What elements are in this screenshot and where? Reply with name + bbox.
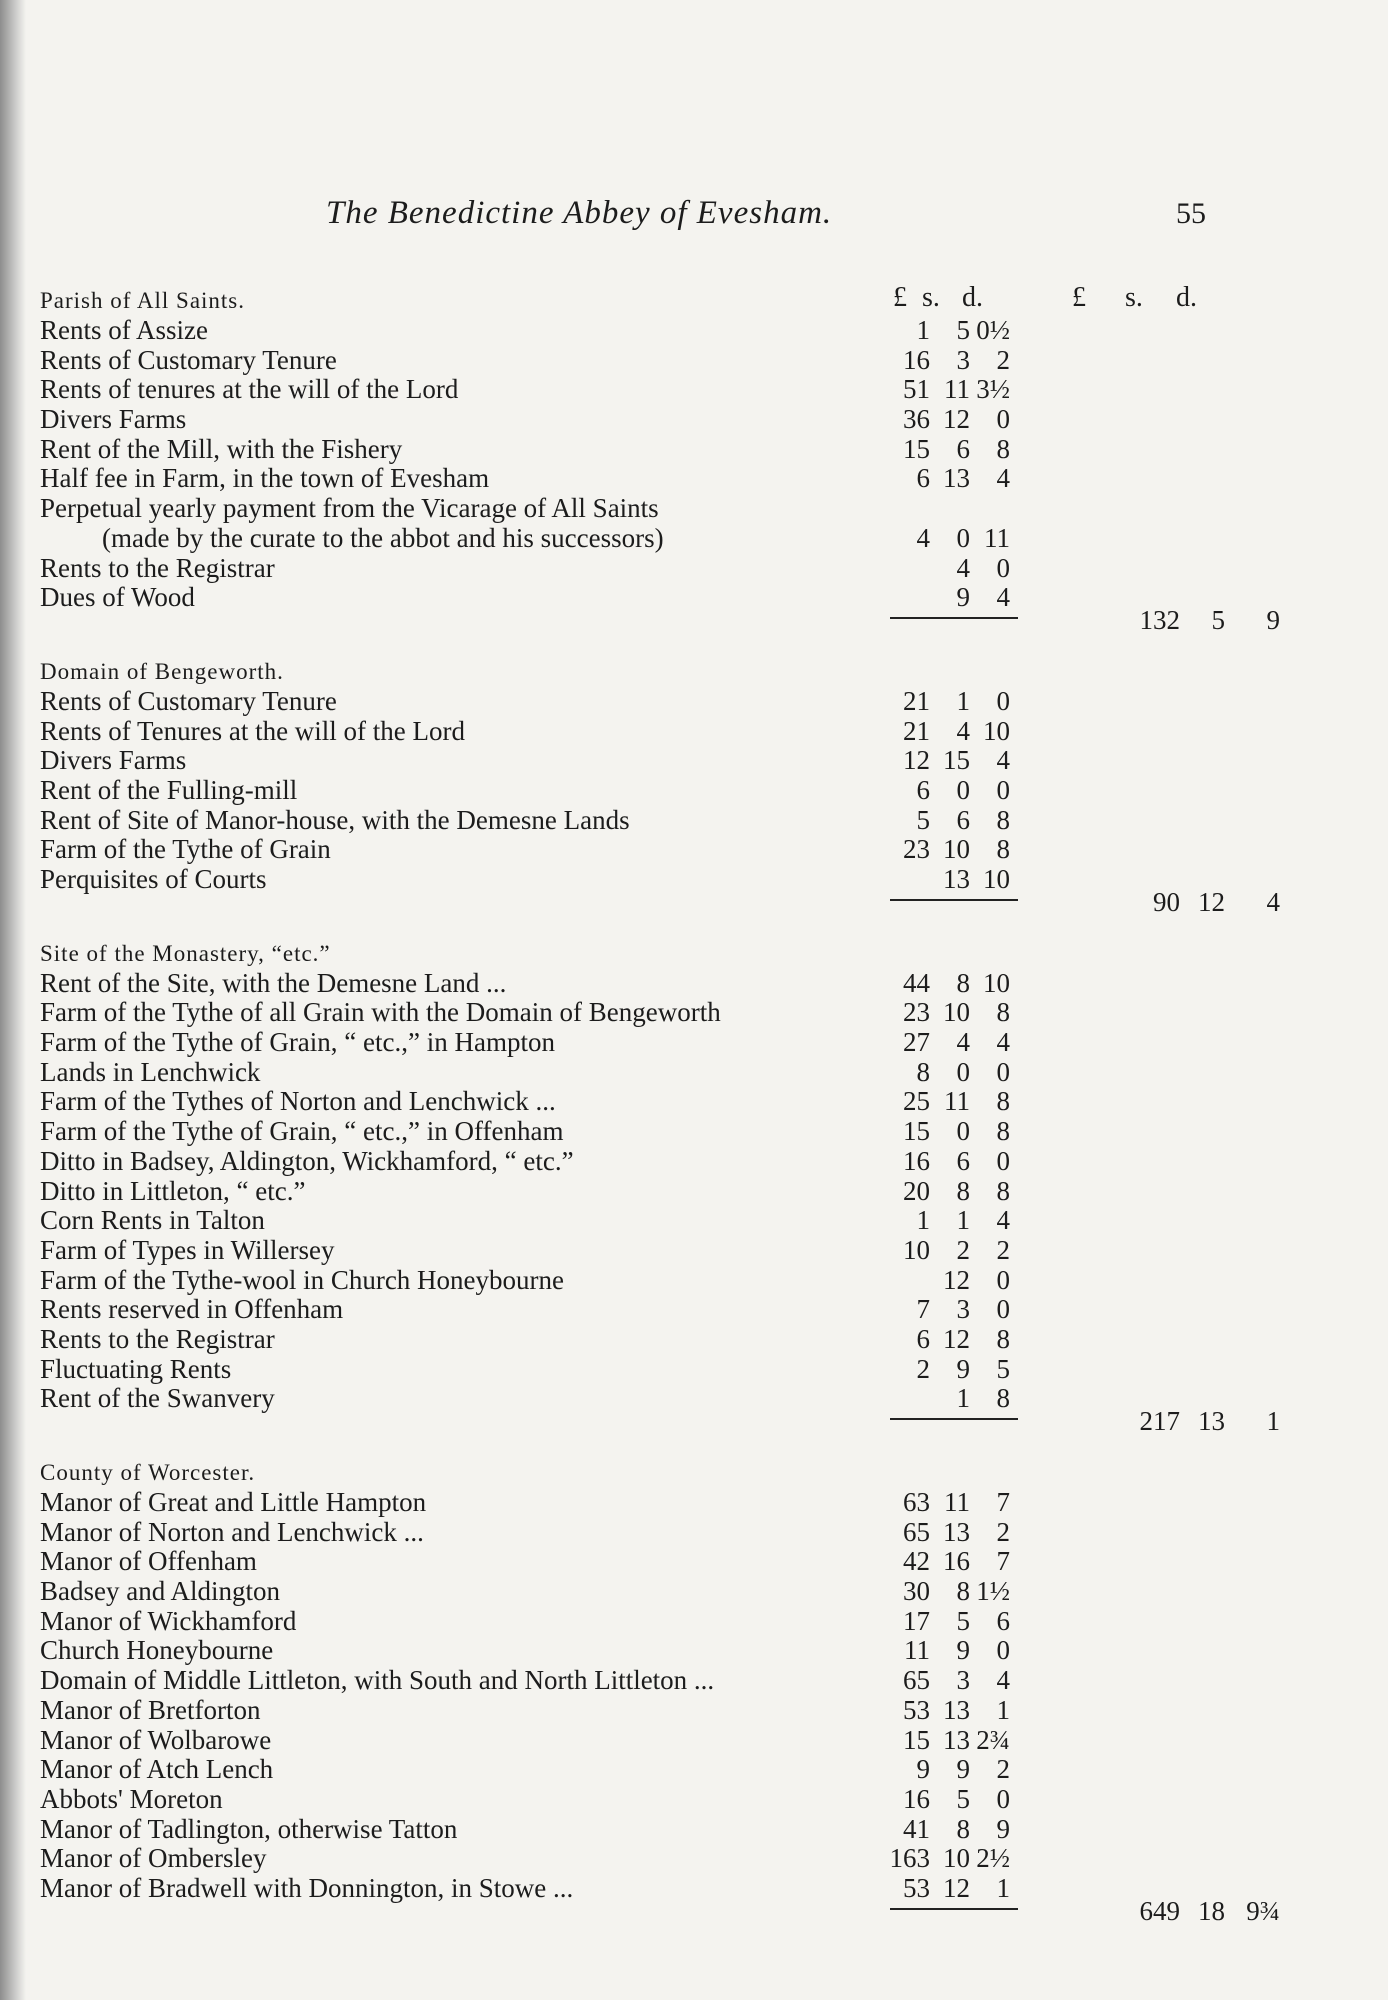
amount-pounds: 65 bbox=[903, 1665, 930, 1696]
amount-pence: 2½ bbox=[976, 1843, 1010, 1874]
account-row bbox=[40, 835, 1340, 865]
account-row bbox=[40, 1266, 1340, 1296]
col-head-total-pound: £ bbox=[1072, 282, 1086, 313]
account-row bbox=[40, 1206, 1340, 1236]
amount-pence: 2 bbox=[996, 1754, 1010, 1785]
amount-pounds: 12 bbox=[903, 745, 930, 776]
amount-shillings: 12 bbox=[943, 1264, 970, 1295]
amount-shillings: 2 bbox=[956, 1234, 970, 1265]
amount-pence: 0 bbox=[996, 1635, 1010, 1666]
amount-pounds: 6 bbox=[916, 774, 930, 805]
row-label: Divers Farms bbox=[40, 404, 187, 435]
row-label: Half fee in Farm, in the town of Evesham bbox=[40, 463, 490, 494]
amount-shillings: 13 bbox=[943, 1694, 970, 1725]
amount-pence: 8 bbox=[996, 1383, 1010, 1414]
account-row bbox=[40, 405, 1340, 435]
account-row bbox=[40, 1028, 1340, 1058]
account-row bbox=[40, 316, 1340, 346]
account-row bbox=[40, 1087, 1340, 1117]
row-label: Rent of the Mill, with the Fishery bbox=[40, 433, 403, 464]
row-label: Farm of the Tythes of Norton and Lenchwick ... bbox=[40, 1086, 556, 1117]
account-row bbox=[40, 1666, 1340, 1696]
amount-pounds: 53 bbox=[903, 1694, 930, 1725]
section-total bbox=[40, 604, 1340, 635]
row-label: Manor of Atch Lench bbox=[40, 1754, 274, 1785]
amount-shillings: 1 bbox=[956, 1205, 970, 1236]
row-label: Farm of the Tythe of Grain, “ etc.,” in Hampton bbox=[40, 1027, 555, 1058]
row-label: Rents of tenures at the will of the Lord bbox=[40, 374, 459, 405]
amount-shillings: 12 bbox=[943, 404, 970, 435]
book-gutter-shadow bbox=[0, 0, 26, 2000]
account-row bbox=[40, 1488, 1340, 1518]
row-label: Fluctuating Rents bbox=[40, 1353, 232, 1384]
amount-pounds: 5 bbox=[916, 804, 930, 835]
amount-pounds: 30 bbox=[903, 1576, 930, 1607]
row-label: Rent of the Site, with the Demesne Land ... bbox=[40, 967, 507, 998]
amount-pence: 0½ bbox=[976, 315, 1010, 345]
account-row bbox=[40, 746, 1340, 776]
amount-shillings: 8 bbox=[956, 1813, 970, 1844]
amount-shillings: 15 bbox=[943, 745, 970, 776]
col-head-pence: d. bbox=[962, 282, 983, 313]
subtotal-rule bbox=[890, 899, 1018, 901]
amount-pounds: 1 bbox=[916, 1205, 930, 1236]
amount-pounds: 23 bbox=[903, 834, 930, 865]
amount-pence: 1½ bbox=[976, 1576, 1010, 1607]
row-label: Rents of Customary Tenure bbox=[40, 344, 337, 375]
row-label: Rents of Assize bbox=[40, 315, 208, 345]
amount-pence: 8 bbox=[996, 1116, 1010, 1147]
account-row bbox=[40, 1355, 1340, 1385]
total-pence: 9¾ bbox=[1246, 1895, 1280, 1926]
subtotal-rule bbox=[890, 1418, 1018, 1420]
section-total bbox=[40, 886, 1340, 917]
amount-pence: 11 bbox=[984, 522, 1010, 553]
amount-pence: 4 bbox=[996, 1665, 1010, 1696]
amount-shillings: 0 bbox=[956, 774, 970, 805]
row-label: Ditto in Badsey, Aldington, Wickhamford, “ etc.” bbox=[40, 1145, 574, 1176]
account-row bbox=[40, 806, 1340, 836]
amount-pence: 9 bbox=[996, 1813, 1010, 1844]
total-pounds: 649 bbox=[1139, 1895, 1180, 1926]
amount-pounds: 16 bbox=[903, 344, 930, 375]
amount-pounds: 21 bbox=[903, 685, 930, 716]
account-row bbox=[40, 435, 1340, 465]
row-label: Farm of the Tythe of Grain bbox=[40, 834, 331, 865]
account-row bbox=[40, 1755, 1340, 1785]
total-shillings: 5 bbox=[1211, 604, 1225, 635]
amount-shillings: 3 bbox=[956, 1665, 970, 1696]
amount-pence: 8 bbox=[996, 804, 1010, 835]
section-title: Site of the Monastery, “etc.” bbox=[40, 940, 331, 966]
amount-pence: 10 bbox=[983, 715, 1010, 746]
amount-shillings: 9 bbox=[956, 582, 970, 613]
row-label: Abbots' Moreton bbox=[40, 1783, 223, 1814]
amount-pounds: 25 bbox=[903, 1086, 930, 1117]
account-row bbox=[40, 1577, 1340, 1607]
amount-pounds: 16 bbox=[903, 1145, 930, 1176]
account-row bbox=[40, 1636, 1340, 1666]
amount-pence: 8 bbox=[996, 1323, 1010, 1354]
amount-pence: 4 bbox=[996, 1205, 1010, 1236]
row-label: Ditto in Littleton, “ etc.” bbox=[40, 1175, 306, 1206]
row-label: Farm of the Tythe of Grain, “ etc.,” in Offenham bbox=[40, 1116, 564, 1147]
row-label: Manor of Wolbarowe bbox=[40, 1724, 272, 1755]
account-row bbox=[40, 1177, 1340, 1207]
amount-shillings: 11 bbox=[944, 1086, 970, 1117]
amount-pounds: 15 bbox=[903, 1116, 930, 1147]
row-label: Rents to the Registrar bbox=[40, 1323, 275, 1354]
row-label: Corn Rents in Talton bbox=[40, 1205, 265, 1236]
row-label: Farm of the Tythe of all Grain with the Domain of Bengeworth bbox=[40, 997, 721, 1028]
amount-pounds: 20 bbox=[903, 1175, 930, 1206]
subtotal-rule bbox=[890, 1908, 1018, 1910]
total-shillings: 18 bbox=[1198, 1895, 1225, 1926]
amount-shillings: 13 bbox=[943, 1724, 970, 1755]
amount-pounds: 16 bbox=[903, 1783, 930, 1814]
amount-pounds: 23 bbox=[903, 997, 930, 1028]
amount-shillings: 9 bbox=[956, 1353, 970, 1384]
amount-pounds: 10 bbox=[903, 1234, 930, 1265]
account-row bbox=[40, 1696, 1340, 1726]
account-row bbox=[40, 1785, 1340, 1815]
amount-pence: 4 bbox=[996, 745, 1010, 776]
row-label: Rent of Site of Manor-house, with the Demesne Lands bbox=[40, 804, 630, 835]
account-row bbox=[40, 1547, 1340, 1577]
amount-pence: 5 bbox=[996, 1353, 1010, 1384]
amount-pence: 0 bbox=[996, 552, 1010, 583]
account-row bbox=[40, 1815, 1340, 1845]
amount-pounds: 63 bbox=[903, 1487, 930, 1517]
row-label: Domain of Middle Littleton, with South and North Littleton ... bbox=[40, 1665, 715, 1696]
account-row bbox=[40, 717, 1340, 747]
account-row bbox=[40, 998, 1340, 1028]
amount-shillings: 16 bbox=[943, 1546, 970, 1577]
amount-pounds: 17 bbox=[903, 1605, 930, 1636]
total-shillings: 12 bbox=[1198, 886, 1225, 917]
row-label: Rents of Tenures at the will of the Lord bbox=[40, 715, 466, 746]
amount-pounds: 8 bbox=[916, 1056, 930, 1087]
amount-pence: 0 bbox=[996, 1783, 1010, 1814]
amount-shillings: 12 bbox=[943, 1323, 970, 1354]
account-row bbox=[40, 1058, 1340, 1088]
amount-shillings: 10 bbox=[943, 1843, 970, 1874]
row-label: Rent of the Fulling-mill bbox=[40, 774, 298, 805]
total-pounds: 90 bbox=[1153, 886, 1180, 917]
amount-pounds: 1 bbox=[916, 315, 930, 345]
total-pence: 4 bbox=[1266, 886, 1280, 917]
account-row bbox=[40, 1295, 1340, 1325]
amount-shillings: 6 bbox=[956, 1145, 970, 1176]
amount-pounds: 163 bbox=[889, 1843, 930, 1874]
section-title: Domain of Bengeworth. bbox=[40, 658, 284, 684]
row-label: Farm of Types in Willersey bbox=[40, 1234, 335, 1265]
amount-shillings: 10 bbox=[943, 997, 970, 1028]
row-label: Dues of Wood bbox=[40, 582, 195, 613]
amount-shillings: 10 bbox=[943, 834, 970, 865]
account-row bbox=[40, 494, 1340, 524]
total-pence: 1 bbox=[1266, 1406, 1280, 1436]
amount-pence: 8 bbox=[996, 1086, 1010, 1117]
amount-pence: 10 bbox=[983, 967, 1010, 998]
amount-pounds: 27 bbox=[903, 1027, 930, 1058]
amount-pence: 2 bbox=[996, 344, 1010, 375]
amount-pence: 1 bbox=[996, 1872, 1010, 1903]
row-label: Manor of Wickhamford bbox=[40, 1605, 297, 1636]
amount-pounds: 41 bbox=[903, 1813, 930, 1844]
amount-shillings: 0 bbox=[956, 522, 970, 553]
amount-pounds: 53 bbox=[903, 1872, 930, 1903]
amount-pounds: 15 bbox=[903, 433, 930, 464]
amount-pence: 8 bbox=[996, 433, 1010, 464]
subtotal-rule bbox=[890, 617, 1018, 619]
amount-pounds: 2 bbox=[916, 1353, 930, 1384]
amount-shillings: 13 bbox=[943, 1516, 970, 1547]
amount-shillings: 3 bbox=[956, 344, 970, 375]
page-number: 55 bbox=[1176, 197, 1206, 230]
amount-pence: 0 bbox=[996, 404, 1010, 435]
row-label: Lands in Lenchwick bbox=[40, 1056, 261, 1087]
amount-shillings: 9 bbox=[956, 1635, 970, 1666]
amount-pence: 0 bbox=[996, 1056, 1010, 1087]
amount-pence: 4 bbox=[996, 582, 1010, 613]
amount-shillings: 9 bbox=[956, 1754, 970, 1785]
account-row bbox=[40, 1147, 1340, 1177]
amount-pence: 0 bbox=[996, 1294, 1010, 1325]
amount-pence: 4 bbox=[996, 463, 1010, 494]
amount-pence: 8 bbox=[996, 834, 1010, 865]
amount-pounds: 21 bbox=[903, 715, 930, 746]
amount-pence: 3½ bbox=[976, 374, 1010, 405]
row-label: Manor of Great and Little Hampton bbox=[40, 1487, 427, 1517]
account-row bbox=[40, 1117, 1340, 1147]
amount-pence: 2 bbox=[996, 1516, 1010, 1547]
accounts-table bbox=[40, 276, 1340, 1926]
amount-shillings: 1 bbox=[956, 685, 970, 716]
row-label: Manor of Norton and Lenchwick ... bbox=[40, 1516, 424, 1547]
row-label: Rents of Customary Tenure bbox=[40, 685, 337, 716]
account-row bbox=[40, 1844, 1340, 1874]
amount-shillings: 4 bbox=[956, 1027, 970, 1058]
amount-shillings: 13 bbox=[943, 864, 970, 894]
amount-pounds: 36 bbox=[903, 404, 930, 435]
row-label: Manor of Bretforton bbox=[40, 1694, 261, 1725]
amount-pence: 7 bbox=[996, 1487, 1010, 1517]
account-row bbox=[40, 969, 1340, 999]
running-title: The Benedictine Abbey of Evesham. bbox=[326, 195, 833, 231]
account-row bbox=[40, 1518, 1340, 1548]
amount-pounds: 4 bbox=[916, 522, 930, 553]
amount-shillings: 12 bbox=[943, 1872, 970, 1903]
row-label: Divers Farms bbox=[40, 745, 187, 776]
row-label: Manor of Bradwell with Donnington, in Stowe ... bbox=[40, 1872, 574, 1903]
col-head-total-shilling: s. bbox=[1125, 282, 1143, 313]
amount-shillings: 6 bbox=[956, 804, 970, 835]
amount-pence: 8 bbox=[996, 1175, 1010, 1206]
account-row bbox=[40, 554, 1340, 584]
amount-shillings: 5 bbox=[956, 1783, 970, 1814]
amount-pence: 6 bbox=[996, 1605, 1010, 1636]
total-pence: 9 bbox=[1266, 604, 1280, 635]
amount-pence: 4 bbox=[996, 1027, 1010, 1058]
amount-pence: 7 bbox=[996, 1546, 1010, 1577]
section-title: Parish of All Saints. bbox=[40, 288, 246, 313]
total-pounds: 132 bbox=[1139, 604, 1180, 635]
row-label: Rents to the Registrar bbox=[40, 552, 275, 583]
row-label: (made by the curate to the abbot and his successors) bbox=[102, 522, 664, 553]
total-shillings: 13 bbox=[1198, 1406, 1225, 1436]
amount-shillings: 0 bbox=[956, 1116, 970, 1147]
amount-pounds: 7 bbox=[916, 1294, 930, 1325]
col-head-pound: £ bbox=[893, 282, 907, 313]
amount-pence: 0 bbox=[996, 1264, 1010, 1295]
amount-shillings: 8 bbox=[956, 1175, 970, 1206]
amount-shillings: 6 bbox=[956, 433, 970, 464]
amount-shillings: 0 bbox=[956, 1056, 970, 1087]
amount-shillings: 4 bbox=[956, 715, 970, 746]
amount-pounds: 6 bbox=[916, 1323, 930, 1354]
amount-pence: 8 bbox=[996, 997, 1010, 1028]
row-label: Manor of Ombersley bbox=[40, 1843, 267, 1874]
account-row bbox=[40, 1325, 1340, 1355]
row-label: Perquisites of Courts bbox=[40, 864, 267, 894]
amount-pounds: 42 bbox=[903, 1546, 930, 1577]
amount-pence: 2 bbox=[996, 1234, 1010, 1265]
amount-pounds: 9 bbox=[916, 1754, 930, 1785]
col-head-total-pence: d. bbox=[1176, 282, 1197, 313]
row-label: Perpetual yearly payment from the Vicarage of All Saints bbox=[40, 493, 659, 524]
account-row bbox=[40, 346, 1340, 376]
amount-shillings: 8 bbox=[956, 967, 970, 998]
account-row bbox=[40, 375, 1340, 405]
amount-shillings: 4 bbox=[956, 552, 970, 583]
account-row bbox=[40, 524, 1340, 554]
row-label: Manor of Offenham bbox=[40, 1546, 257, 1577]
amount-pence: 0 bbox=[996, 1145, 1010, 1176]
account-row bbox=[40, 687, 1340, 717]
amount-shillings: 5 bbox=[956, 1605, 970, 1636]
amount-shillings: 1 bbox=[956, 1383, 970, 1414]
amount-pounds: 15 bbox=[903, 1724, 930, 1755]
account-row bbox=[40, 776, 1340, 806]
account-row bbox=[40, 1607, 1340, 1637]
amount-shillings: 8 bbox=[956, 1576, 970, 1607]
total-pounds: 217 bbox=[1139, 1406, 1180, 1436]
row-label: Farm of the Tythe-wool in Church Honeybourne bbox=[40, 1264, 565, 1295]
amount-pounds: 65 bbox=[903, 1516, 930, 1547]
section-total bbox=[40, 1406, 1340, 1436]
amount-pounds: 11 bbox=[904, 1635, 930, 1666]
amount-shillings: 13 bbox=[943, 463, 970, 494]
account-row bbox=[40, 1726, 1340, 1756]
amount-pence: 2¾ bbox=[976, 1724, 1010, 1755]
page-header bbox=[326, 195, 1206, 245]
account-row bbox=[40, 1236, 1340, 1266]
row-label: Manor of Tadlington, otherwise Tatton bbox=[40, 1813, 458, 1844]
amount-shillings: 3 bbox=[956, 1294, 970, 1325]
account-row bbox=[40, 464, 1340, 494]
amount-shillings: 11 bbox=[944, 1487, 970, 1517]
amount-pence: 1 bbox=[996, 1694, 1010, 1725]
amount-shillings: 5 bbox=[956, 315, 970, 345]
row-label: Badsey and Aldington bbox=[40, 1576, 280, 1607]
row-label: Church Honeybourne bbox=[40, 1635, 274, 1666]
section-total bbox=[40, 1895, 1340, 1926]
amount-pence: 10 bbox=[983, 864, 1010, 894]
amount-pounds: 6 bbox=[916, 463, 930, 494]
amount-pence: 0 bbox=[996, 685, 1010, 716]
row-label: Rents reserved in Offenham bbox=[40, 1294, 344, 1325]
section-title: County of Worcester. bbox=[40, 1460, 256, 1485]
amount-shillings: 11 bbox=[944, 374, 970, 405]
col-head-shilling: s. bbox=[922, 282, 940, 313]
row-label: Rent of the Swanvery bbox=[40, 1383, 275, 1414]
amount-pounds: 44 bbox=[903, 967, 930, 998]
amount-pence: 0 bbox=[996, 774, 1010, 805]
amount-pounds: 51 bbox=[903, 374, 930, 405]
